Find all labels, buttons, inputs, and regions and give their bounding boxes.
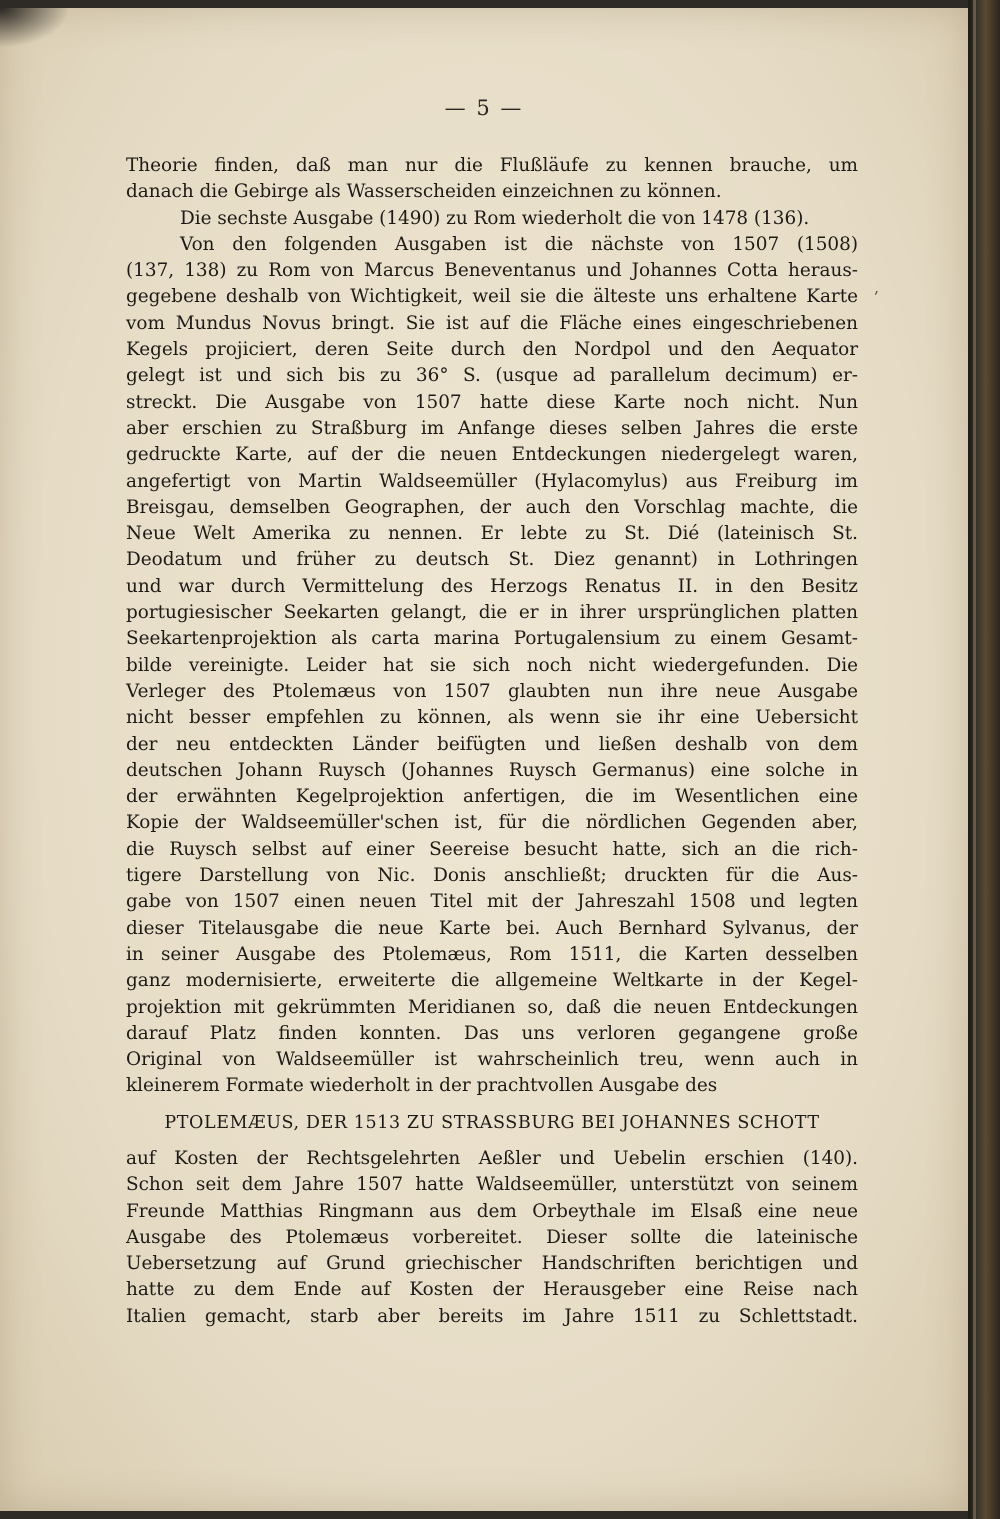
spine-edge — [973, 0, 976, 1519]
text-line: Ausgabe des Ptolemæus vorbereitet. Dieser sollte die lateinische — [126, 1226, 858, 1248]
body-text — [126, 153, 858, 1330]
text-line: die Ruysch selbst auf einer Seereise besucht hatte, sich an die rich- — [126, 838, 858, 860]
text-line: in seiner Ausgabe des Ptolemæus, Rom 1511, die Karten desselben — [126, 943, 858, 965]
text-line: danach die Gebirge als Wasserscheiden einzeichnen zu können. — [126, 181, 722, 203]
text-line: aber erschien zu Straßburg im Anfange dieses selben Jahres die erste — [126, 417, 858, 439]
text-line: Deodatum und früher zu deutsch St. Diez genannt) in Lothringen — [126, 549, 858, 571]
text-line: gedruckte Karte, auf der die neuen Entdeckungen niedergelegt waren, — [126, 444, 858, 466]
text-line: ganz modernisierte, erweiterte die allgemeine Weltkarte in der Kegel- — [126, 970, 858, 992]
text-line: Von den folgenden Ausgaben ist die nächste von 1507 (1508) — [180, 233, 858, 255]
text-line: Verleger des Ptolemæus von 1507 glaubten nun ihre neue Ausgabe — [126, 680, 858, 702]
text-line: angefertigt von Martin Waldseemüller (Hylacomylus) aus Freiburg im — [126, 470, 858, 492]
text-line: vom Mundus Novus bringt. Sie ist auf die Fläche eines eingeschriebenen — [126, 312, 858, 334]
text-line: (137, 138) zu Rom von Marcus Beneventanus und Johannes Cotta heraus- — [126, 260, 858, 282]
text-line: gabe von 1507 einen neuen Titel mit der Jahreszahl 1508 und legten — [126, 891, 858, 913]
text-line: Kegels projiciert, deren Seite durch den Nordpol und den Aequator — [126, 339, 858, 361]
text-line: projektion mit gekrümmten Meridianen so, daß die neuen Entdeckungen — [126, 996, 858, 1018]
corner-stain — [0, 8, 70, 48]
text-line: hatte zu dem Ende auf Kosten der Herausgeber eine Reise nach — [126, 1279, 858, 1301]
text-line: Theorie finden, daß man nur die Flußläufe zu kennen brauche, um — [126, 155, 858, 176]
book-page — [0, 8, 968, 1511]
text-line: Italien gemacht, starb aber bereits im Jahre 1511 zu Schlettstadt. — [126, 1305, 858, 1327]
text-line: Die sechste Ausgabe (1490) zu Rom wiederholt die von 1478 (136). — [180, 207, 810, 229]
margin-mark: , — [874, 278, 880, 297]
text-line: darauf Platz finden konnten. Das uns verloren gegangene große — [126, 1022, 858, 1044]
text-line: Original von Waldseemüller ist wahrscheinlich treu, wenn auch in — [126, 1049, 858, 1071]
text-line: tigere Darstellung von Nic. Donis anschließt; druckten für die Aus- — [126, 865, 858, 887]
text-line: nicht besser empfehlen zu können, als wenn sie ihr eine Uebersicht — [126, 707, 858, 729]
text-line: Neue Welt Amerika zu nennen. Er lebte zu St. Dié (lateinisch St. — [126, 523, 858, 545]
text-line: Uebersetzung auf Grund griechischer Handschriften berichtigen und — [126, 1253, 858, 1275]
text-line: auf Kosten der Rechtsgelehrten Aeßler und Uebelin erschien (140). — [126, 1147, 858, 1169]
page-number: — 5 — — [444, 96, 524, 120]
section-heading: PTOLEMÆUS, DER 1513 ZU STRASSBURG BEI JOHANNES SCHOTT — [164, 1112, 820, 1133]
text-line: Freunde Matthias Ringmann aus dem Orbeythale im Elsaß eine neue — [126, 1200, 858, 1222]
text-line: bilde vereinigte. Leider hat sie sich noch nicht wiedergefunden. Die — [126, 654, 858, 676]
text-line: kleinerem Formate wiederholt in der prachtvollen Ausgabe des — [126, 1075, 718, 1097]
text-line: der erwähnten Kegelprojektion anfertigen, die im Wesentlichen eine — [126, 786, 858, 808]
text-line: dieser Titelausgabe die neue Karte bei. Auch Bernhard Sylvanus, der — [126, 917, 858, 939]
text-line: Schon seit dem Jahre 1507 hatte Waldseemüller, unterstützt von seinem — [126, 1174, 858, 1196]
text-line: und war durch Vermittelung des Herzogs Renatus II. in den Besitz — [126, 575, 858, 597]
text-line: streckt. Die Ausgabe von 1507 hatte diese Karte noch nicht. Nun — [126, 391, 858, 413]
text-line: Seekartenprojektion als carta marina Portugalensium zu einem Gesamt- — [126, 628, 858, 650]
text-line: gegebene deshalb von Wichtigkeit, weil sie die älteste uns erhaltene Karte — [126, 286, 858, 308]
text-line: deutschen Johann Ruysch (Johannes Ruysch Germanus) eine solche in — [126, 759, 858, 781]
text-line: Breisgau, demselben Geographen, der auch den Vorschlag machte, die — [126, 496, 858, 518]
text-line: portugiesischer Seekarten gelangt, die er in ihrer ursprünglichen platten — [126, 602, 858, 624]
text-line: gelegt ist und sich bis zu 36° S. (usque ad parallelum decimum) er- — [126, 365, 858, 387]
text-line: der neu entdeckten Länder beifügten und ließen deshalb von dem — [126, 733, 858, 755]
text-line: Kopie der Waldseemüller'schen ist, für die nördlichen Gegenden aber, — [126, 812, 858, 834]
